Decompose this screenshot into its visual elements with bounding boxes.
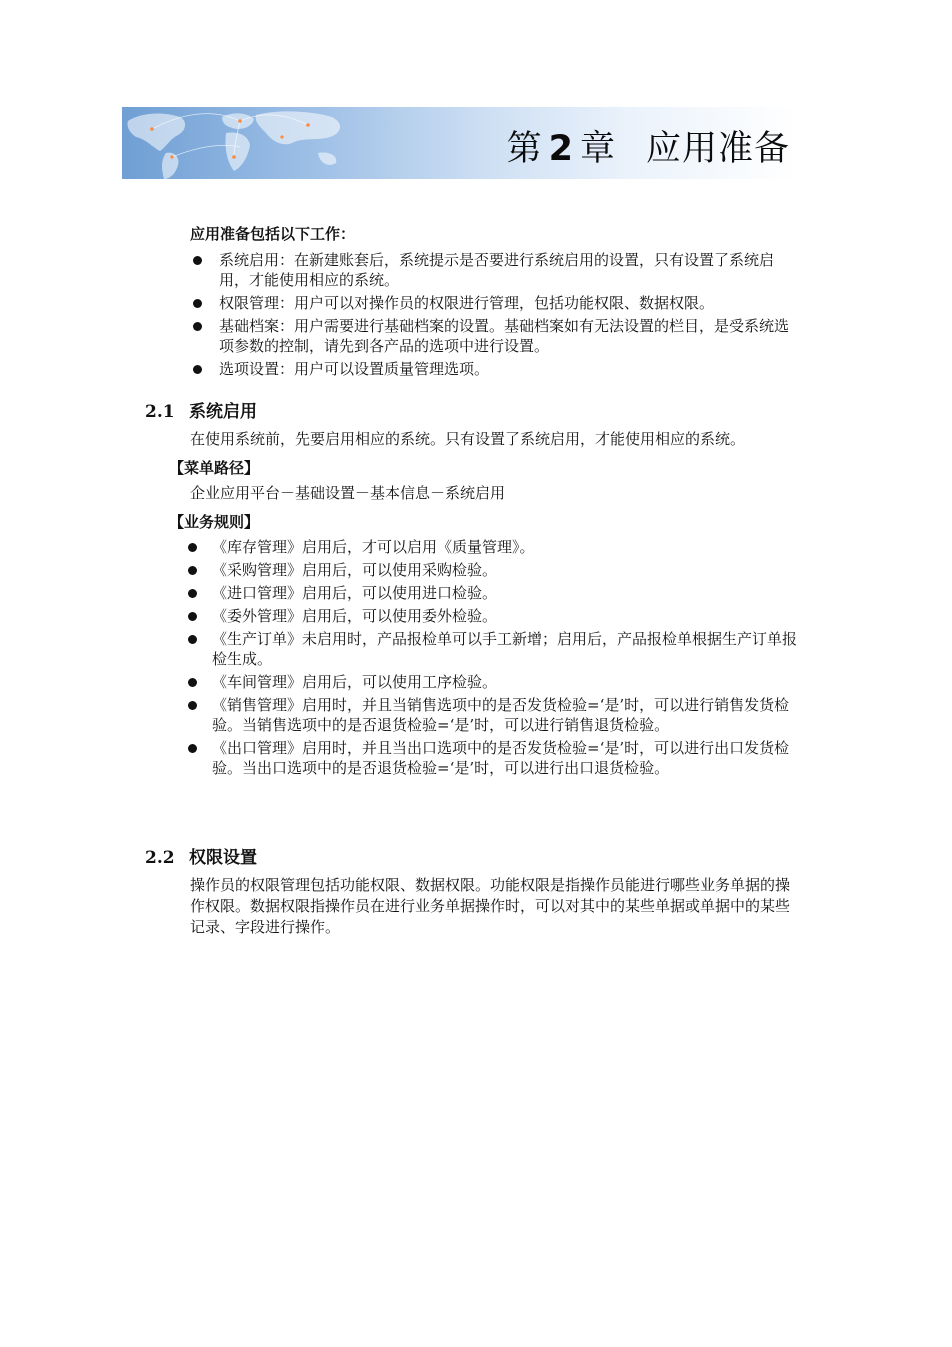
chapter-prefix: 第 <box>506 129 543 169</box>
list-item: 《库存管理》启用后，才可以启用《质量管理》。 <box>212 537 797 557</box>
list-item: 《车间管理》启用后，可以使用工序检验。 <box>212 672 797 692</box>
section-heading <box>145 397 257 422</box>
bullet-icon <box>188 635 197 644</box>
list-item: 《委外管理》启用后，可以使用委外检验。 <box>212 606 797 626</box>
section-title: 权限设置 <box>189 848 257 868</box>
list-item: 《生产订单》未启用时，产品报检单可以手工新增；启用后，产品报检单根据生产订单报检生成。 <box>212 629 797 669</box>
list-item: 系统启用：在新建账套后，系统提示是否要进行系统启用的设置，只有设置了系统启用，才能使用相应的系统。 <box>219 250 797 290</box>
chapter-number: 2 <box>548 129 574 169</box>
chapter-suffix: 章 <box>579 129 616 169</box>
section-heading <box>145 843 257 868</box>
list-item: 选项设置：用户可以设置质量管理选项。 <box>219 359 797 379</box>
list-item: 《销售管理》启用时，并且当销售选项中的是否发货检验=‘是’时，可以进行销售发货检验。当销售选项中的是否退货检验=‘是’时，可以进行销售退货检验。 <box>212 695 797 735</box>
list-item: 《采购管理》启用后，可以使用采购检验。 <box>212 560 797 580</box>
list-item: 基础档案：用户需要进行基础档案的设置。基础档案如有无法设置的栏目，是受系统选项参数的控制，请先到各产品的选项中进行设置。 <box>219 316 797 356</box>
bullet-icon <box>188 678 197 687</box>
bullet-icon <box>188 589 197 598</box>
chapter-name: 应用准备 <box>645 129 790 169</box>
intro-heading: 应用准备包括以下工作： <box>190 225 356 243</box>
list-item: 权限管理：用户可以对操作员的权限进行管理，包括功能权限、数据权限。 <box>219 293 797 313</box>
section-number: 2.2 <box>145 848 175 868</box>
bullet-icon <box>193 299 202 308</box>
bullet-icon <box>188 744 197 753</box>
bullet-icon <box>193 365 202 374</box>
intro-list <box>219 250 797 382</box>
section-number: 2.1 <box>145 402 175 422</box>
bullet-icon <box>188 612 197 621</box>
business-rules-label: 【业务规则】 <box>169 513 260 531</box>
world-map-graphic <box>122 107 422 179</box>
section-paragraph: 操作员的权限管理包括功能权限、数据权限。功能权限是指操作员能进行哪些业务单据的操作权限。数据权限指操作员在进行业务单据操作时，可以对其中的某些单据或单据中的某些记录、字段进行操作。 <box>190 876 791 936</box>
business-rules-list <box>212 537 797 781</box>
chapter-banner <box>122 107 796 179</box>
section-title: 系统启用 <box>189 402 257 422</box>
bullet-icon <box>193 256 202 265</box>
menu-path: 企业应用平台－基础设置－基本信息－系统启用 <box>190 484 506 502</box>
bullet-icon <box>188 701 197 710</box>
bullet-icon <box>193 322 202 331</box>
section-paragraph: 在使用系统前，先要启用相应的系统。只有设置了系统启用，才能使用相应的系统。 <box>190 430 746 448</box>
bullet-icon <box>188 566 197 575</box>
list-item: 《进口管理》启用后，可以使用进口检验。 <box>212 583 797 603</box>
chapter-title <box>507 121 790 171</box>
list-item: 《出口管理》启用时，并且当出口选项中的是否发货检验=‘是’时，可以进行出口发货检验。当出口选项中的是否退货检验=‘是’时，可以进行出口退货检验。 <box>212 738 797 778</box>
menu-path-label: 【菜单路径】 <box>169 459 260 477</box>
bullet-icon <box>188 543 197 552</box>
